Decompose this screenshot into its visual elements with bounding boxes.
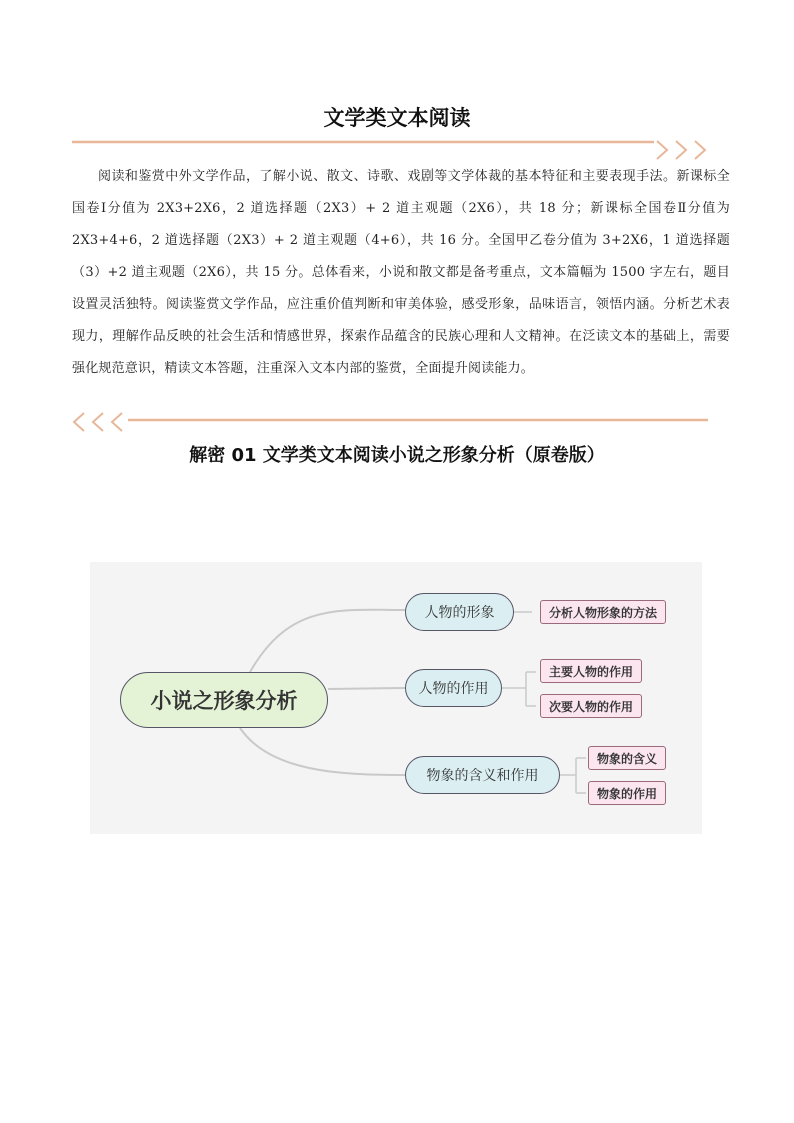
- branch-object-meaning-role: 物象的含义和作用: [405, 756, 560, 794]
- branch-character-role: 人物的作用: [405, 669, 502, 707]
- decorative-divider-top: [70, 137, 720, 163]
- leaf-minor-character-role: 次要人物的作用: [540, 694, 642, 718]
- decorative-divider-mid: [70, 409, 720, 435]
- mind-map-root: 小说之形象分析: [120, 672, 328, 728]
- leaf-object-role: 物象的作用: [588, 781, 666, 805]
- leaf-character-analysis-method: 分析人物形象的方法: [540, 600, 666, 624]
- leaf-main-character-role: 主要人物的作用: [540, 659, 642, 683]
- page-title: 文学类文本阅读: [323, 106, 471, 130]
- intro-paragraph: 阅读和鉴赏中外文学作品，了解小说、散文、诗歌、戏剧等文学体裁的基本特征和主要表现手法。新课标全国卷Ⅰ分值为 2X3+2X6，2 道选择题（2X3）+ 2 道主观题（2X6），共 18 分；新课标全国卷Ⅱ分值为 2X3+4+6，2 道选择题（2X3）+ 2 道主观题（4+6），共 16 分。全国甲乙卷分值为 3+2X6，1 道选择题（3）+2 道主观题（2X6），共 15 分。总体看来，小说和散文都是备考重点，文本篇幅为 1500 字左右，题目设置灵活独特。阅读鉴赏文学作品，应注重价值判断和审美体验，感受形象，品味语言，领悟内涵。分析艺术表现力，理解作品反映的社会生活和情感世界，探索作品蕴含的民族心理和人文精神。在泛读文本的基础上，需要强化规范意识，精读文本答题，注重深入文本内部的鉴赏，全面提升阅读能力。: [72, 169, 730, 376]
- mind-map: [90, 562, 702, 834]
- branch-character-image: 人物的形象: [405, 593, 514, 631]
- leaf-object-meaning: 物象的含义: [588, 746, 666, 770]
- section-title: 解密 01 文学类文本阅读小说之形象分析（原卷版）: [189, 445, 605, 466]
